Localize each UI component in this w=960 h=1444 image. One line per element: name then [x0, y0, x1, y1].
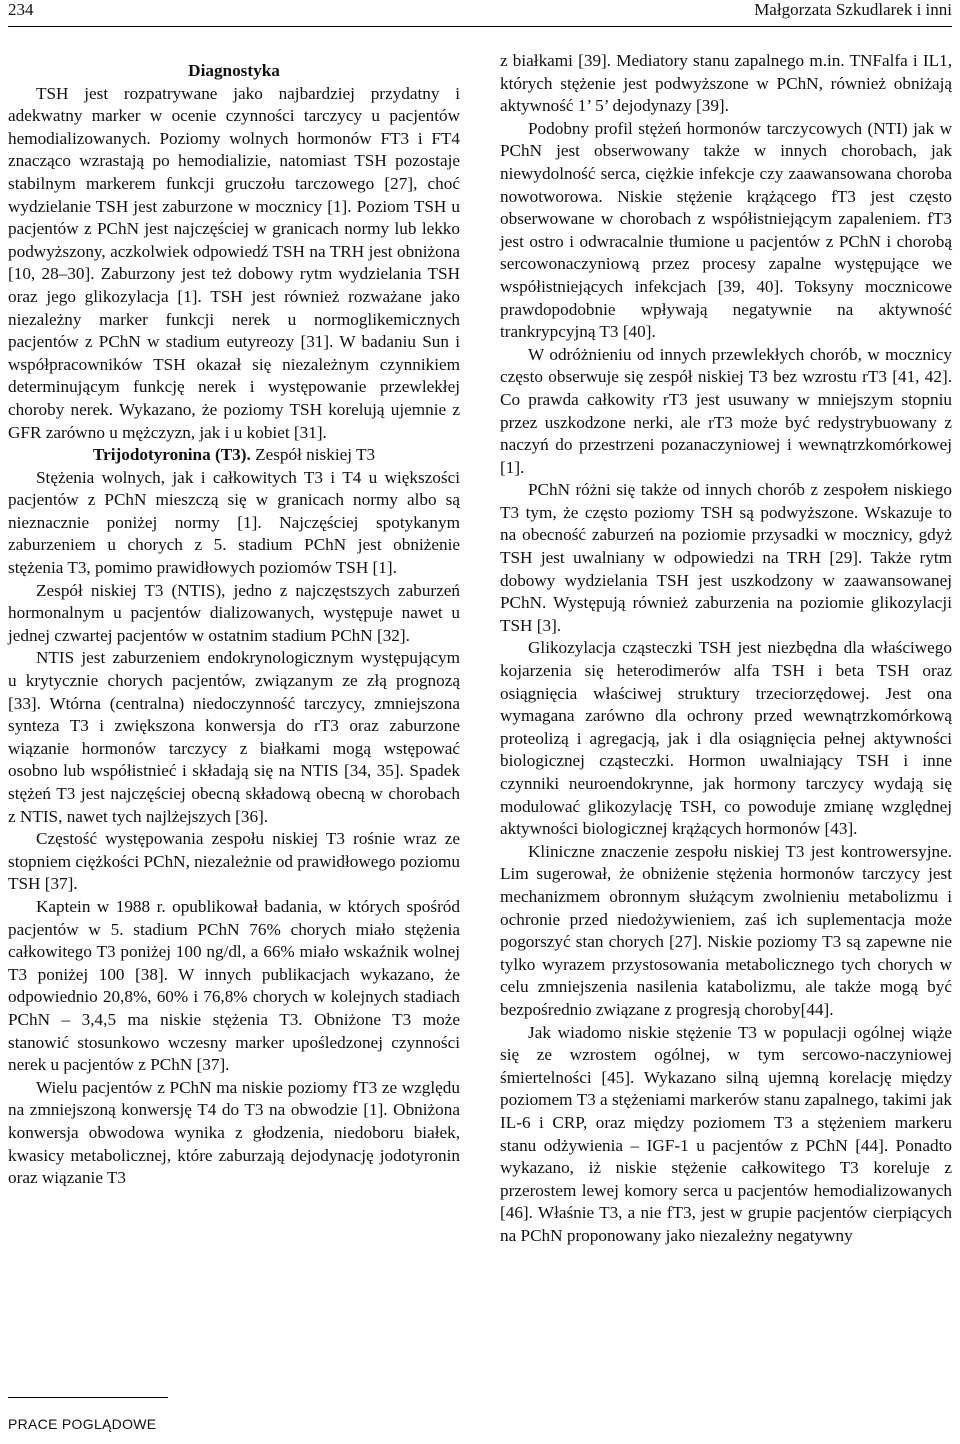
- paragraph: Stężenia wolnych, jak i całkowitych T3 i T4 u większości pacjentów z PChN mieszczą się w granicach normy albo są nieznacznie poniżej normy [1]. Najczęściej spotykanym zaburzeniem u chorych z 5. stadium PChN jest obniżenie stężenia T3, pomimo prawidłowych poziomów TSH [1].: [8, 467, 460, 578]
- paragraph: TSH jest rozpatrywane jako najbardziej przydatny i adekwatny marker w ocenie czynności tarczycy u pacjentów hemodializowanych. Poziomy wolnych hormonów FT3 i FT4 znacząco wzrastają po hemodializie, natomiast TSH pozostaje stabilnym markerem funkcji gruczołu tarczowego [27], choć wydzielanie TSH jest zaburzone w mocznicy [1]. Poziom TSH u pacjentów z PChN jest najczęściej w granicach normy lub lekko podwyższony, aczkolwiek odpowiedź TSH na TRH jest obniżona [10, 28–30]. Zaburzony jest też dobowy rytm wydzielania TSH oraz jego glikozylacja [1]. TSH jest również rozważane jako niezależny marker funkcji nerek u normoglikemicznych pacjentów z PChN w stadium eutyreozy [31]. W badaniu Sun i współpracowników TSH okazał się niezależnym czynnikiem determinującym funkcję nerek i występowanie przewlekłej choroby nerek. Wykazano, że poziomy TSH korelują ujemnie z GFR zarówno u mężczyzn, jak i u kobiet [31].: [8, 83, 460, 442]
- running-head: Małgorzata Szkudlarek i inni: [754, 0, 952, 19]
- paragraph: Jak wiadomo niskie stężenie T3 w populacji ogólnej wiąże się ze wzrostem ogólnej, w tym sercowo-naczyniowej śmiertelności [45]. Wykazano silną ujemną korelację między poziomem T3 a stężeniami markerów stanu zapalnego, takimi jak IL-6 i CRP, oraz między poziomem T3 a stężeniem markeru stanu odżywienia – IGF-1 u pacjentów z PChN [44]. Ponadto wykazano, iż niskie stężenie całkowitego T3 koreluje z przerostem lewej komory serca u pacjentów hemodializowanych [46]. Właśnie T3, a nie fT3, jest w grupie pacjentów cierpiących na PChN proponowany jako niezależny negatywny: [500, 1022, 952, 1245]
- paragraph: W odróżnieniu od innych przewlekłych chorób, w mocznicy często obserwuje się zespół niskiej T3 bez wzrostu rT3 [41, 42]. Co prawda całkowity rT3 jest usuwany w mniejszym stopniu przez uszkodzone nerki, ale rT3 może być redystrybuowany z naczyń do przestrzeni pozanaczyniowej i wewnątrzkomórkowej [1].: [500, 344, 952, 477]
- section-title: Diagnostyka: [188, 61, 280, 80]
- page-header: [8, 0, 952, 40]
- paragraph: Wielu pacjentów z PChN ma niskie poziomy fT3 ze względu na zmniejszoną konwersję T4 do T3 na obwodzie [1]. Obniżona konwersja obwodowa wynika z głodzenia, niedoboru białek, kwasicy metabolicznej, które zaburzają dejodynację jodotyronin oraz wiązanie T3: [8, 1077, 460, 1188]
- subsection-heading-rest: Zespół niskiej T3: [250, 445, 376, 465]
- paragraph: PChN różni się także od innych chorób z zespołem niskiego T3 tym, że często poziomy TSH są podwyższone. Wskazuje to na obecność zaburzeń na poziomie przysadki w mocznicy, gdyż TSH jest uwalniany w odpowiedzi na TRH [29]. Także rytm dobowy wydzielania TSH jest uszkodzony w zaawansowanej PChN. Występują również zaburzenia na poziomie glikozylacji TSH [3].: [500, 480, 952, 635]
- right-column: [500, 50, 952, 1247]
- left-column: [8, 60, 460, 1190]
- paragraph: Glikozylacja cząsteczki TSH jest niezbędna dla właściwego kojarzenia się heterodimerów alfa TSH i beta TSH oraz osiągnięcia właściwej struktury trzeciorzędowej. Jest ona wymagana zarówno dla ochrony przed wewnątrzkomórkową proteolizą i agregacją, jak i dla osiągnięcia pełnej aktywności biologicznej cząsteczki. Hormon uwalniający TSH i inne czynniki neuroendokrynne, jak hormony tarczycy wydają się modulować glikozylację TSH, co powoduje zmianę względnej aktywności biologicznej krążących hormonów [43].: [500, 638, 952, 839]
- page-number: 234: [8, 0, 34, 19]
- header-rule: [8, 26, 952, 27]
- paragraph: NTIS jest zaburzeniem endokrynologicznym występującym u krytycznie chorych pacjentów, związanym ze złą prognozą [33]. Wtórna (centralna) niedoczynność tarczycy, zmniejszona synteza T3 i zwiększona konwersja do rT3 oraz zaburzone wiązanie hormonów tarczycy z białkami mogą wstępować osobno lub współistnieć i składają się na NTIS [34, 35]. Spadek stężeń T3 jest najczęściej obecną składową obecną w chorobach z NTIS, nawet tych najlżejszych [36].: [8, 648, 460, 826]
- subsection-heading: [8, 444, 460, 467]
- paragraph: Zespół niskiej T3 (NTIS), jedno z najczęstszych zaburzeń hormonalnym u pacjentów dializowanych, występuje nawet u jednej czwartej pacjentów w ostatnim stadium PChN [32].: [8, 580, 460, 645]
- paragraph: Kaptein w 1988 r. opublikował badania, w których spośród pacjentów w 5. stadium PChN 76% chorych miało stężenia całkowitego T3 poniżej 100 ng/dl, a 66% miało wskaźnik wolnej T3 poniżej 100 [38]. W innych publikacjach wykazano, że odpowiednio 20,8%, 60% i 76,8% chorych w kolejnych stadiach PChN – 3,4,5 ma niskie stężenia T3. Obniżone T3 może stanowić stosunkowo wczesny marker upośledzonej czynności nerek u pacjentów z PChN [37].: [8, 896, 460, 1075]
- paragraph: Kliniczne znaczenie zespołu niskiej T3 jest kontrowersyjne. Lim sugerował, że obniżenie stężenia hormonów tarczycy jest mechanizmem obronnym służącym zwolnieniu metabolizmu i ochronie przed niedożywieniem, zaś ich suplementacja może pogorszyć stan chorych [27]. Niskie poziomy T3 są zapewne nie tylko wyrazem przystosowania metabolicznego tych chorych w celu zmniejszenia nasilenia katabolizmu, ale także mogą być bezpośrednio związane z progresją choroby[44].: [500, 841, 952, 1019]
- subsection-heading-bold: Trijodotyronina (T3).: [92, 445, 251, 465]
- paragraph: Podobny profil stężeń hormonów tarczycowych (NTI) jak w PChN jest obserwowany także w innych chorobach, jak niewydolność serca, ciężkie infekcje czy zaawansowana choroba nowotworowa. Niskie stężenie krążącego fT3 jest często obserwowane w chorobach z współistniejącym zapaleniem. fT3 jest ostro i odwracalnie tłumione u pacjentów z PChN i chorobą sercowonaczyniową przez procesy zapalne występujące we współistniejących infekcjach [39, 40]. Toksyny mocznicowe prawdopodobnie wpływają negatywnie na aktywność trankrypcyjną T3 [40].: [500, 118, 952, 342]
- paragraph: Częstość występowania zespołu niskiej T3 rośnie wraz ze stopniem ciężkości PChN, niezależnie od prawidłowego poziomu TSH [37].: [8, 829, 461, 894]
- paragraph-continued: z białkami [39]. Mediatory stanu zapalnego m.in. TNFalfa i IL1, których stężenie jest podwyższone w PChN, również obniżają aktywność 1’ 5’ dejodynazy [39].: [500, 51, 952, 116]
- section-category-label: PRACE POGLĄDOWE: [8, 1416, 157, 1432]
- footer-rule: [8, 1397, 168, 1398]
